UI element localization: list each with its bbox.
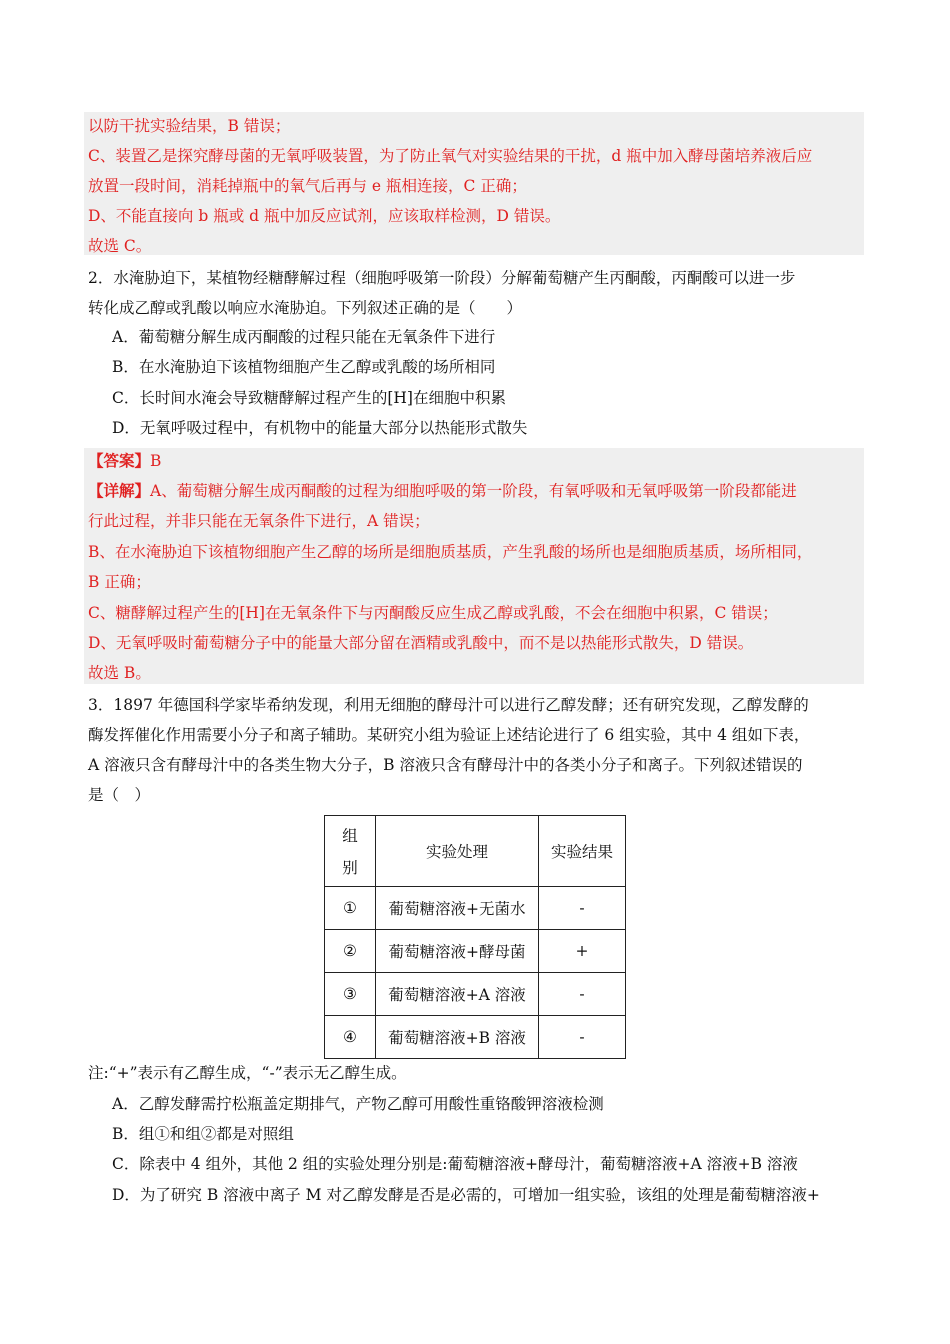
table-row — [325, 930, 626, 973]
q1-explanation-line: D、不能直接向 b 瓶或 d 瓶中加反应试剂，应该取样检测，D 错误。 — [88, 207, 561, 225]
cell-result: - — [539, 887, 626, 930]
q2-detail-line: B、在水淹胁迫下该植物细胞产生乙醇的场所是细胞质基质，产生乳酸的场所也是细胞质基质，场所相同， — [88, 543, 813, 561]
q3-stem: A 溶液只含有酵母汁中的各类生物大分子，B 溶液只含有酵母汁中的各类小分子和离子。下列叙述错误的 — [88, 756, 803, 774]
q3-stem: 酶发挥催化作用需要小分子和离子辅助。某研究小组为验证上述结论进行了 6 组实验，其中 4 组如下表， — [88, 726, 810, 744]
cell-result: - — [539, 973, 626, 1016]
cell-result: - — [539, 1016, 626, 1059]
q3-stem: 3．1897 年德国科学家毕希纳发现，利用无细胞的酵母汁可以进行乙醇发酵；还有研究发现，乙醇发酵的 — [88, 696, 809, 714]
q2-option-d: D．无氧呼吸过程中，有机物中的能量大部分以热能形式散失 — [112, 419, 528, 437]
cell-group: ③ — [325, 973, 376, 1016]
header-group-char: 别 — [342, 859, 358, 877]
q1-explanation-line: C、装置乙是探究酵母菌的无氧呼吸装置，为了防止氧气对实验结果的干扰，d 瓶中加入酵母菌培养液后应 — [88, 147, 813, 165]
cell-group: ① — [325, 887, 376, 930]
cell-treatment: 葡萄糖溶液+A 溶液 — [376, 973, 539, 1016]
q1-explanation-line: 以防干扰实验结果，B 错误； — [88, 117, 291, 135]
q3-option-d: D．为了研究 B 溶液中离子 M 对乙醇发酵是否是必需的，可增加一组实验，该组的处理是葡萄糖溶液+ — [112, 1186, 820, 1204]
q2-conclusion: 故选 B。 — [88, 664, 151, 682]
q2-answer — [88, 451, 161, 471]
answer-value: B — [150, 452, 162, 470]
cell-result: + — [539, 930, 626, 973]
cell-treatment: 葡萄糖溶液+无菌水 — [376, 887, 539, 930]
header-group — [325, 816, 376, 887]
q2-detail-line: 行此过程，并非只能在无氧条件下进行，A 错误； — [88, 512, 430, 530]
q2-stem: 2．水淹胁迫下，某植物经糖酵解过程（细胞呼吸第一阶段）分解葡萄糖产生丙酮酸，丙酮酸可以进一步 — [88, 269, 796, 287]
q2-detail-line: C、糖酵解过程产生的[H]在无氧条件下与丙酮酸反应生成乙醇或乳酸，不会在细胞中积累，C 错误； — [88, 604, 778, 622]
q1-explanation-line: 放置一段时间，消耗掉瓶中的氧气后再与 e 瓶相连接，C 正确； — [88, 177, 527, 195]
cell-group: ② — [325, 930, 376, 973]
q3-stem: 是（ ） — [88, 786, 151, 804]
table-header-row — [325, 816, 626, 887]
answer-tag: 【答案】 — [88, 451, 151, 470]
experiment-table — [324, 815, 626, 1059]
q3-option-b: B．组①和组②都是对照组 — [112, 1125, 294, 1143]
q3-option-c: C．除表中 4 组外，其他 2 组的实验处理分别是:葡萄糖溶液+酵母汁，葡萄糖溶液+A 溶液+B 溶液 — [112, 1155, 798, 1173]
cell-group: ④ — [325, 1016, 376, 1059]
q2-detail-line: D、无氧呼吸时葡萄糖分子中的能量大部分留在酒精或乳酸中，而不是以热能形式散失，D 错误。 — [88, 634, 754, 652]
q2-option-b: B．在水淹胁迫下该植物细胞产生乙醇或乳酸的场所相同 — [112, 358, 496, 376]
q2-stem: 转化成乙醇或乳酸以响应水淹胁迫。下列叙述正确的是（ ） — [88, 299, 523, 317]
cell-treatment: 葡萄糖溶液+酵母菌 — [376, 930, 539, 973]
q2-option-c: C．长时间水淹会导致糖酵解过程产生的[H]在细胞中积累 — [112, 389, 506, 407]
table-row — [325, 1016, 626, 1059]
table-row — [325, 973, 626, 1016]
detail-text: A、葡萄糖分解生成丙酮酸的过程为细胞呼吸的第一阶段，有氧呼吸和无氧呼吸第一阶段都能进 — [150, 482, 797, 500]
detail-tag: 【详解】 — [88, 481, 151, 500]
q2-option-a: A．葡萄糖分解生成丙酮酸的过程只能在无氧条件下进行 — [112, 328, 496, 346]
q1-conclusion: 故选 C。 — [88, 237, 152, 255]
q2-detail-line: B 正确； — [88, 573, 151, 591]
q3-note: 注:“+”表示有乙醇生成，“-”表示无乙醇生成。 — [88, 1064, 407, 1082]
q2-detail-line — [88, 481, 797, 501]
header-result: 实验结果 — [539, 816, 626, 887]
header-group-char: 组 — [342, 827, 358, 845]
q3-option-a: A．乙醇发酵需拧松瓶盖定期排气，产物乙醇可用酸性重铬酸钾溶液检测 — [112, 1095, 604, 1113]
cell-treatment: 葡萄糖溶液+B 溶液 — [376, 1016, 539, 1059]
header-treatment: 实验处理 — [376, 816, 539, 887]
table-row — [325, 887, 626, 930]
